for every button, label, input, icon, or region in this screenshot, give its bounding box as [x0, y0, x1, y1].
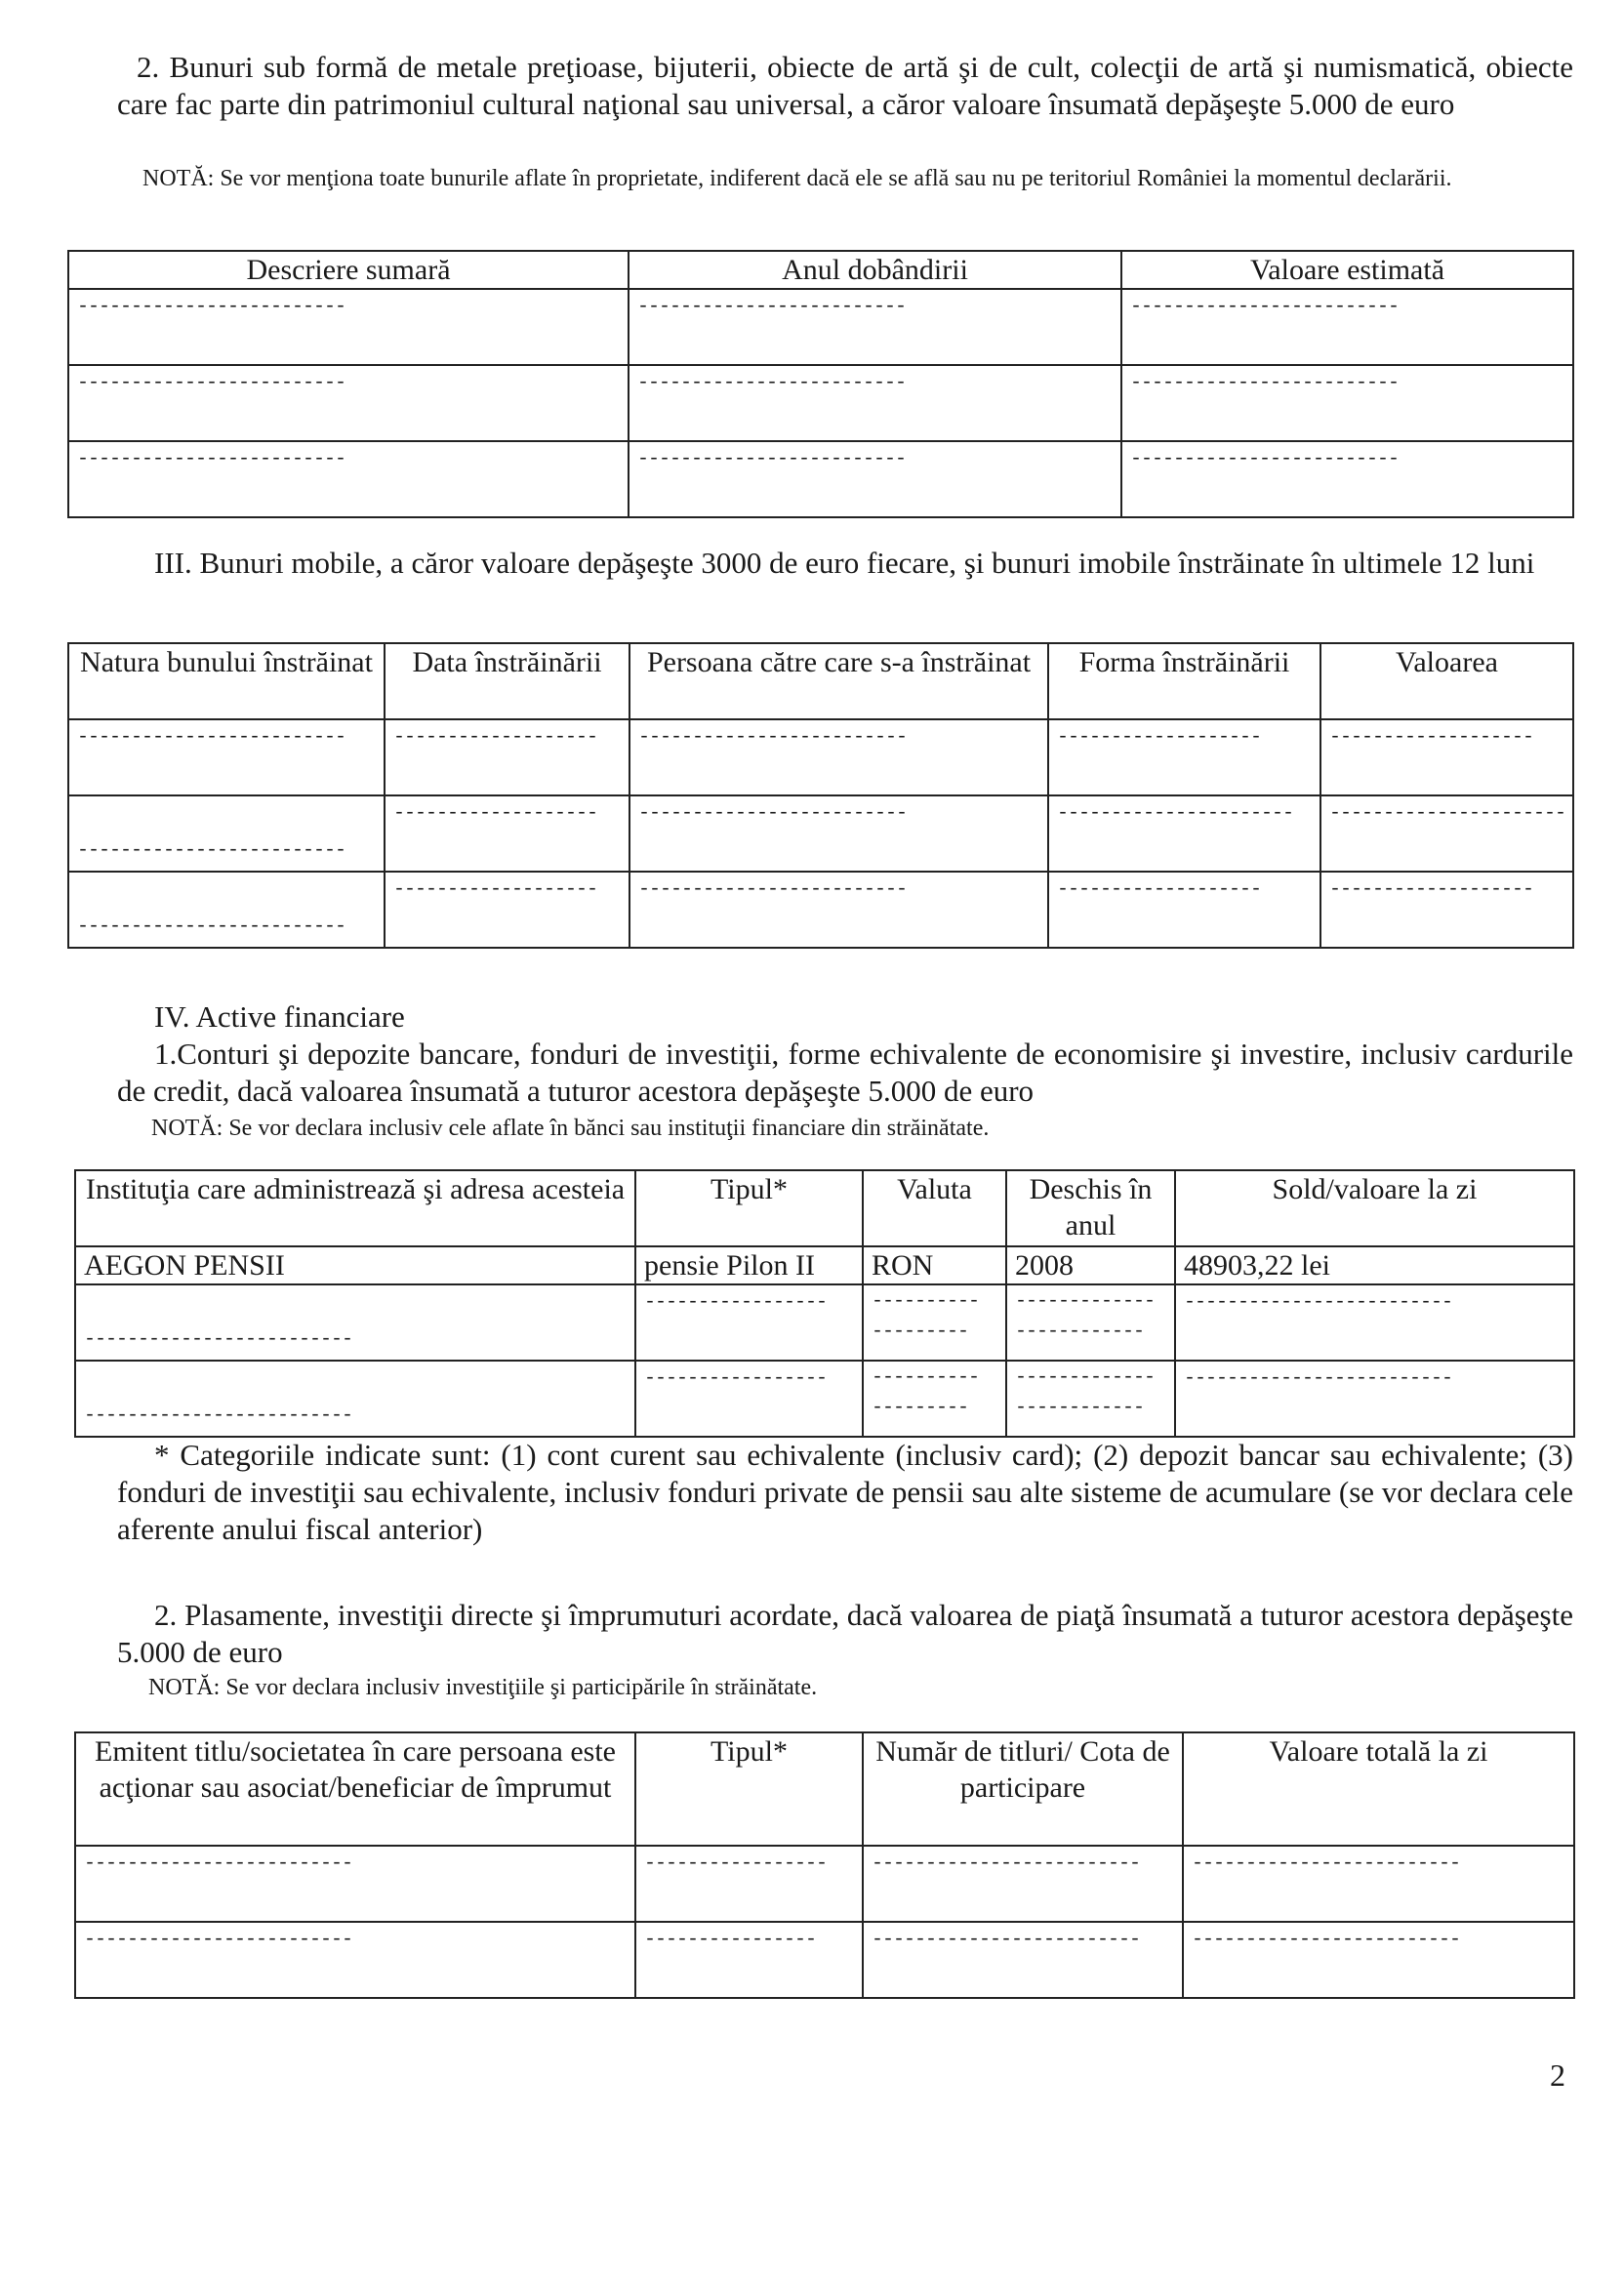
- header-tipul: Tipul*: [635, 1732, 863, 1846]
- table-cell: ----------------: [644, 1929, 817, 1951]
- table-cell: ---------: [872, 1321, 969, 1343]
- table-cell: -------------------------: [638, 878, 908, 901]
- table-cell: -------------------------: [84, 1929, 353, 1951]
- header-valoare: Valoare estimată: [1121, 251, 1573, 289]
- table-row: [68, 719, 1573, 795]
- precious-goods-table: [67, 250, 1574, 518]
- section4-sub2-heading: 2. Plasamente, investiţii directe şi împrumuturi acordate, dacă valoarea de piaţă însumată a tuturor acestora depăşeşte 5.000 de euro: [117, 1598, 1573, 1669]
- table-cell: -------------------------: [637, 372, 907, 394]
- table-cell: -------------------: [1057, 878, 1262, 901]
- table-row: [75, 1846, 1574, 1922]
- table-cell: -------------------------: [637, 296, 907, 318]
- table-cell: -------------------: [393, 802, 598, 825]
- header-data: Data înstrăinării: [385, 643, 629, 719]
- table-cell: -------------------------: [1192, 1929, 1461, 1951]
- table-cell: 2008: [1015, 1249, 1074, 1282]
- table-row: [75, 1284, 1574, 1361]
- table-row: [68, 289, 1573, 365]
- categories-footnote: * Categoriile indicate sunt: (1) cont curent sau echivalente (inclusiv card); (2) depozit bancar sau echivalente; (3) fonduri de investiţii sau echivalente, inclusiv fonduri private de pensii sau alte sisteme de acumulare (se vor declara cele aferente anului fiscal anterior): [117, 1438, 1573, 1546]
- table-row: [68, 795, 1573, 872]
- table-cell: ----------: [872, 1366, 980, 1389]
- table-row: [75, 1361, 1574, 1437]
- section3-heading: III. Bunuri mobile, a căror valoare depăşeşte 3000 de euro fiecare, şi bunuri imobile înstrăinate în ultimele 12 luni: [154, 546, 1535, 580]
- header-valoarea: Valoarea: [1320, 643, 1573, 719]
- table-cell: -------------------------: [638, 802, 908, 825]
- section2-heading: 2. Bunuri sub formă de metale preţioase, bijuterii, obiecte de artă şi de cult, colecţii de artă şi numismatică, obiecte care fac parte din patrimoniul cultural naţional sau universal, a căror valoare însumată depăşeşte 5.000 de euro: [117, 50, 1573, 121]
- section2-nota: NOTĂ: Se vor menţiona toate bunurile aflate în proprietate, indiferent dacă ele se află sau nu pe teritoriul României la momentul declarării.: [142, 166, 1452, 191]
- section4-sub1-heading: 1.Conturi şi depozite bancare, fonduri de investiţii, forme echivalente de economisire şi investire, inclusiv cardurile de credit, dacă valoarea însumată a tuturor acestora depăşeşte 5.000 de euro: [117, 1037, 1573, 1108]
- investments-table: [74, 1731, 1575, 1999]
- table-cell: -------------------: [393, 878, 598, 901]
- table-cell: AEGON PENSII: [84, 1249, 285, 1282]
- table-row: [68, 872, 1573, 948]
- table-cell: -------------------------: [872, 1929, 1141, 1951]
- table-cell: 48903,22 lei: [1184, 1249, 1330, 1282]
- table-cell: -------------------------: [1130, 372, 1400, 394]
- header-descriere: Descriere sumară: [68, 251, 629, 289]
- header-sold: Sold/valoare la zi: [1175, 1170, 1574, 1246]
- table-cell: -----------------: [644, 1852, 828, 1875]
- table-cell: ---------: [872, 1397, 969, 1419]
- table-cell: -------------------: [1057, 726, 1262, 749]
- table-cell: -------------------------: [77, 296, 346, 318]
- table-cell: -------------------------: [77, 839, 346, 862]
- table-cell: ----------------------: [1329, 802, 1566, 825]
- table-row: [68, 365, 1573, 441]
- table-cell: -------------------------: [638, 726, 908, 749]
- alienated-goods-table: [67, 642, 1574, 949]
- table-row: [75, 1922, 1574, 1998]
- header-anul: Anul dobândirii: [629, 251, 1121, 289]
- header-valoare-totala: Valoare totală la zi: [1183, 1732, 1574, 1846]
- table-cell: -------------------------: [77, 372, 346, 394]
- table-cell: -----------------: [644, 1367, 828, 1390]
- table-cell: -------------------------: [1130, 448, 1400, 470]
- header-valuta: Valuta: [863, 1170, 1006, 1246]
- table-row: [75, 1246, 1574, 1284]
- table-cell: -------------------------: [84, 1852, 353, 1875]
- table-cell: -------------------------: [84, 1328, 353, 1351]
- header-institutia: Instituţia care administrează şi adresa acesteia: [75, 1170, 635, 1246]
- section4-sub2-nota: NOTĂ: Se vor declara inclusiv investiţiile şi participările în străinătate.: [148, 1675, 818, 1700]
- table-cell: -------------: [1015, 1290, 1156, 1313]
- header-tipul: Tipul*: [635, 1170, 863, 1246]
- header-emitent: Emitent titlu/societatea în care persoana este acţionar sau asociat/beneficiar de împrumut: [75, 1732, 635, 1846]
- table-row: [68, 441, 1573, 517]
- table-cell: -------------------------: [84, 1405, 353, 1427]
- header-deschis: Deschis în anul: [1006, 1170, 1175, 1246]
- section4-sub1-nota: NOTĂ: Se vor declara inclusiv cele aflate în bănci sau instituţii financiare din străinătate.: [151, 1116, 990, 1141]
- table-cell: ------------: [1015, 1321, 1145, 1343]
- table-cell: pensie Pilon II: [644, 1249, 815, 1282]
- table-cell: ----------------------: [1057, 802, 1294, 825]
- table-cell: -------------------------: [1192, 1852, 1461, 1875]
- header-persoana: Persoana către care s-a înstrăinat: [629, 643, 1048, 719]
- table-cell: ------------: [1015, 1397, 1145, 1419]
- table-cell: -------------------------: [77, 916, 346, 938]
- table-cell: RON: [872, 1249, 934, 1282]
- table-cell: -------------------------: [77, 448, 346, 470]
- table-cell: -------------------------: [872, 1852, 1141, 1875]
- header-natura: Natura bunului înstrăinat: [68, 643, 385, 719]
- table-cell: ----------: [872, 1290, 980, 1313]
- table-cell: -------------------: [1329, 878, 1534, 901]
- table-cell: -------------------: [393, 726, 598, 749]
- header-numar-titluri: Număr de titluri/ Cota de participare: [863, 1732, 1183, 1846]
- header-forma: Forma înstrăinării: [1048, 643, 1320, 719]
- table-cell: -------------------------: [1184, 1291, 1453, 1314]
- table-cell: -------------------------: [77, 726, 346, 749]
- table-cell: -----------------: [644, 1291, 828, 1314]
- table-cell: -------------------------: [637, 448, 907, 470]
- section4-title: IV. Active financiare: [154, 999, 405, 1034]
- table-cell: -------------------------: [1184, 1367, 1453, 1390]
- table-cell: -------------: [1015, 1366, 1156, 1389]
- table-cell: -------------------: [1329, 726, 1534, 749]
- table-cell: -------------------------: [1130, 296, 1400, 318]
- bank-accounts-table: [74, 1169, 1575, 1438]
- page-number: 2: [1550, 2057, 1565, 2093]
